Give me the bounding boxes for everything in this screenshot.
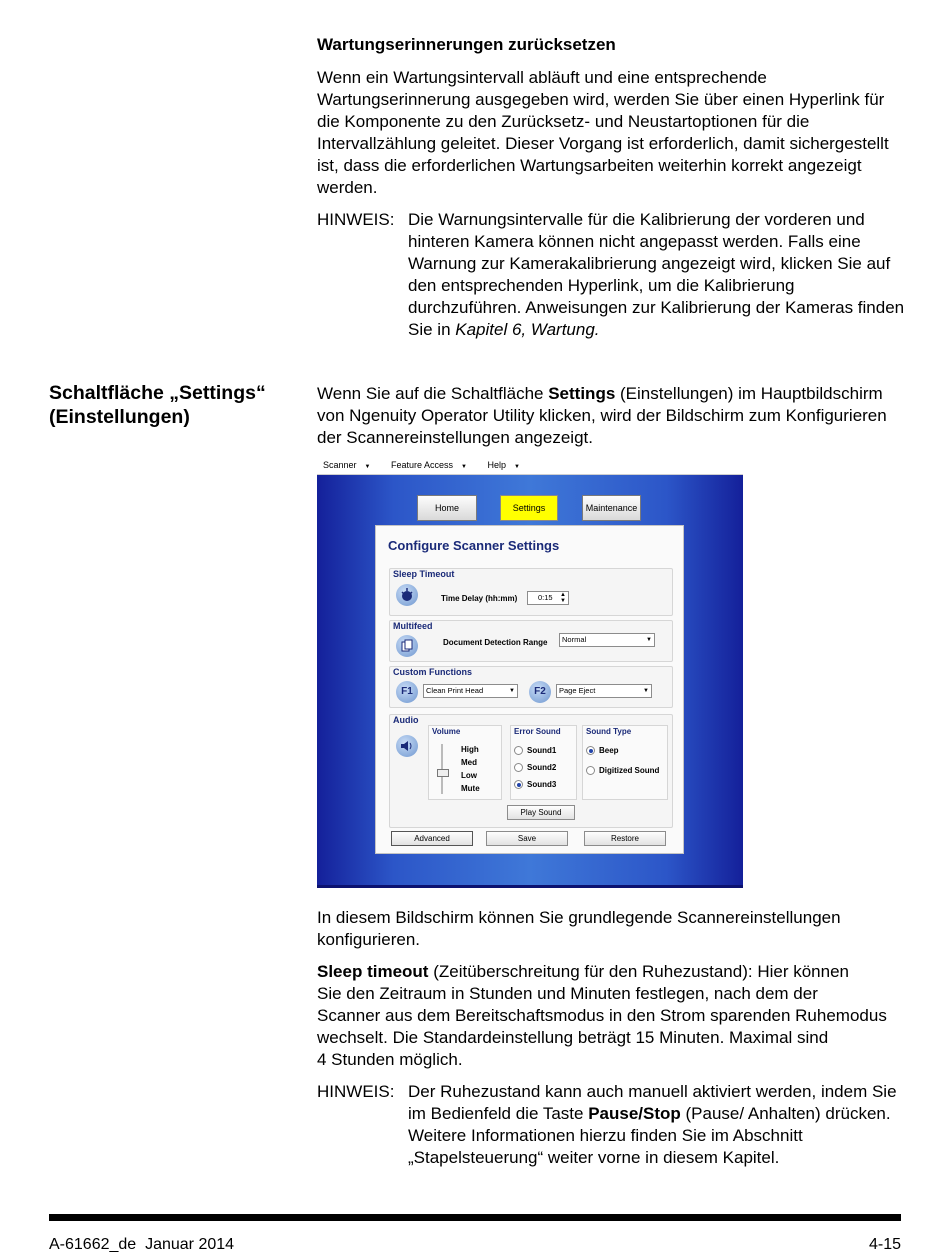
note-calibration bbox=[317, 209, 907, 341]
error-sound-group bbox=[510, 725, 577, 800]
volume-slider-handle[interactable] bbox=[437, 769, 449, 777]
settings-intro: Wenn Sie auf die Schaltfläche Settings (Einstellungen) im Hauptbildschirm von Ngenuity Operator Utility klicken, wird der Bildschirm zum Konfigurieren der Scannereinstellungen angezeigt. bbox=[317, 384, 887, 447]
volume-group bbox=[428, 725, 502, 800]
f1-function-select[interactable]: Clean Print Head ▼ bbox=[423, 684, 518, 698]
reset-heading: Wartungserinnerungen zurücksetzen bbox=[317, 35, 616, 54]
window-bottom-border bbox=[317, 885, 743, 888]
multifeed-label: Multifeed bbox=[393, 621, 433, 631]
advanced-button[interactable]: Advanced bbox=[391, 831, 473, 846]
sleep-timeout-paragraph: Sleep timeout (Zeitüberschreitung für den Ruhezustand): Hier können Sie den Zeitraum in Stunden und Minuten festlegen, nach dem der Scanner aus dem Bereitschaftsmodus in den Strom sparenden Ruhemodus wechselt. Die Standardeinstellung beträgt 15 Minuten. Maximal sind 4 Stunden möglich. bbox=[317, 962, 887, 1069]
radio-sound3[interactable]: Sound3 bbox=[514, 780, 556, 789]
error-sound-label: Error Sound bbox=[514, 727, 561, 736]
radio-sound1[interactable]: Sound1 bbox=[514, 746, 556, 755]
footer-page-number: 4-15 bbox=[868, 1236, 901, 1253]
save-button[interactable]: Save bbox=[486, 831, 568, 846]
play-sound-button[interactable]: Play Sound bbox=[507, 805, 575, 820]
custom-functions-group bbox=[389, 666, 673, 708]
chapter-reference: Kapitel 6, Wartung. bbox=[455, 320, 600, 339]
configure-paragraph: In diesem Bildschirm können Sie grundlegende Scannereinstellungen konfigurieren. bbox=[317, 908, 841, 949]
menu-bar bbox=[317, 457, 743, 475]
settings-button[interactable]: Settings bbox=[500, 495, 558, 521]
f1-icon: F1 bbox=[396, 681, 418, 703]
note-text-2: Der Ruhezustand kann auch manuell aktiviert werden, indem Sie im Bedienfeld die Taste Pause/Stop (Pause/ Anhalten) drücken. Weitere Informationen hierzu finden Sie im Abschnitt „Stapelsteuerung“ weiter vorne in diesem Kapitel. bbox=[408, 1082, 897, 1167]
configure-panel bbox=[375, 525, 684, 854]
time-delay-label: Time Delay (hh:mm) bbox=[441, 594, 518, 603]
sleep-timeout-term: Sleep timeout bbox=[317, 962, 429, 981]
note-text: Die Warnungsintervalle für die Kalibrierung der vorderen und hinteren Kamera können nicht angepasst werden. Falls eine Warnung zur Kamerakalibrierung angezeigt wird, klicken Sie auf den entsprechenden Hyperlink, um die Kalibrierung durchzuführen. Anweisungen zur Kalibrierung der Kameras finden Sie in Kapitel 6, Wartung. bbox=[408, 210, 905, 339]
time-delay-stepper[interactable]: 0:15 ▲ ▼ bbox=[527, 591, 569, 605]
home-button[interactable]: Home bbox=[417, 495, 477, 521]
custom-functions-label: Custom Functions bbox=[393, 667, 472, 677]
volume-label: Volume bbox=[432, 727, 461, 736]
sound-type-group bbox=[582, 725, 668, 800]
sound-type-label: Sound Type bbox=[586, 727, 632, 736]
note-sleep bbox=[317, 1081, 907, 1171]
reset-paragraph: Wenn ein Wartungsintervall abläuft und eine entsprechende Wartungserinnerung ausgegeben wird, werden Sie über einen Hyperlink für die Komponente zu den Zurücksetz- und Neustartoptionen für die Intervallzählung geleitet. Dieser Vorgang ist erforderlich, damit sichergestellt ist, dass die erforderlichen Wartungsarbeiten weiterhin korrekt angezeigt werden. bbox=[317, 68, 889, 197]
note-label: HINWEIS: bbox=[317, 210, 395, 229]
volume-levels: High Med Low Mute bbox=[461, 745, 480, 793]
sleep-timeout-group bbox=[389, 568, 673, 616]
menu-feature-access[interactable]: Feature Access ▼ bbox=[391, 460, 467, 470]
menu-help[interactable]: Help ▼ bbox=[487, 460, 520, 470]
f2-icon: F2 bbox=[529, 681, 551, 703]
multifeed-group bbox=[389, 620, 673, 662]
multifeed-icon bbox=[396, 635, 418, 657]
radio-beep[interactable]: Beep bbox=[586, 746, 619, 755]
pause-stop-key: Pause/Stop bbox=[588, 1104, 681, 1123]
footer-doc-id: A-61662_de Januar 2014 bbox=[49, 1236, 235, 1253]
detection-range-label: Document Detection Range bbox=[443, 638, 548, 647]
restore-button[interactable]: Restore bbox=[584, 831, 666, 846]
footer-rule bbox=[49, 1214, 901, 1221]
settings-section-title: Schaltfläche „Settings“ (Einstellungen) bbox=[49, 382, 266, 428]
audio-label: Audio bbox=[393, 715, 419, 725]
sleep-timeout-label: Sleep Timeout bbox=[393, 569, 455, 579]
radio-digitized-sound[interactable]: Digitized Sound bbox=[586, 766, 659, 775]
maintenance-button[interactable]: Maintenance bbox=[582, 495, 641, 521]
speaker-icon bbox=[396, 735, 418, 757]
audio-group bbox=[389, 714, 673, 828]
panel-title: Configure Scanner Settings bbox=[388, 538, 560, 553]
note-label-2: HINWEIS: bbox=[317, 1082, 395, 1101]
radio-sound2[interactable]: Sound2 bbox=[514, 763, 556, 772]
sleep-icon bbox=[396, 584, 418, 606]
menu-scanner[interactable]: Scanner ▼ bbox=[323, 460, 371, 470]
settings-screenshot bbox=[317, 457, 743, 888]
detection-range-select[interactable]: Normal ▼ bbox=[559, 633, 655, 647]
f2-function-select[interactable]: Page Eject ▼ bbox=[556, 684, 652, 698]
